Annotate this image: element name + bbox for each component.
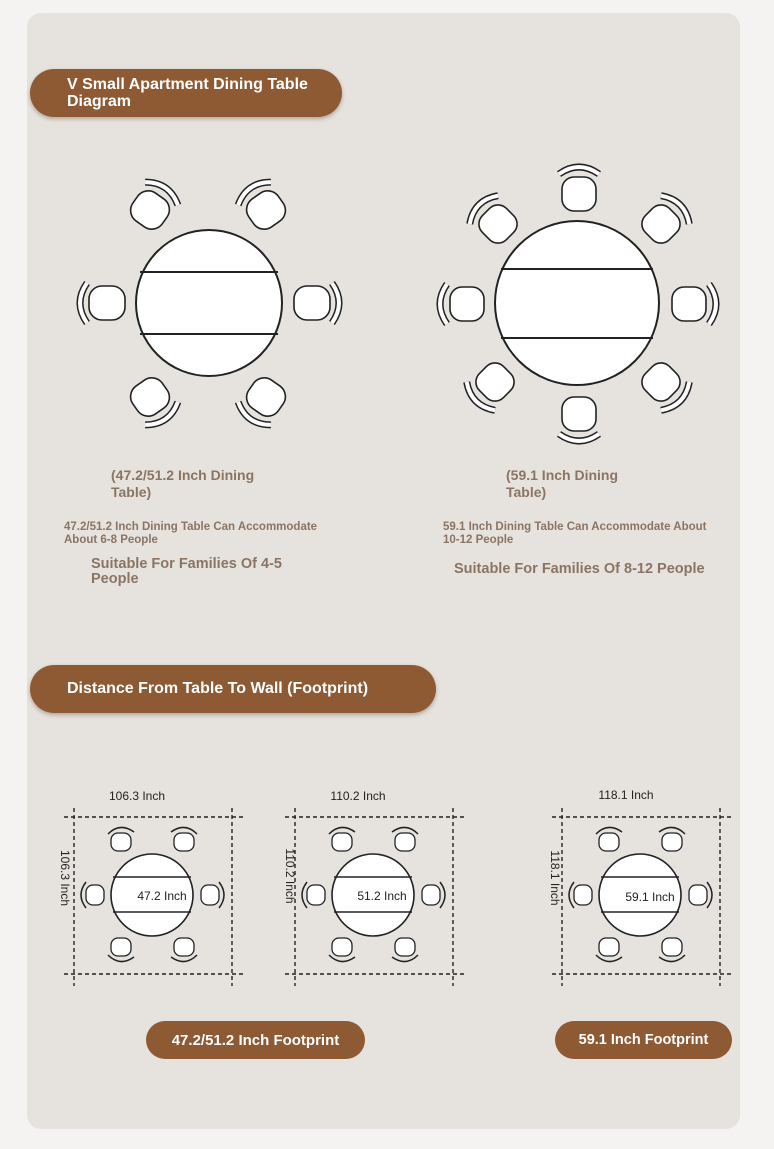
small-table-size-label: (47.2/51.2 Inch Dining Table) [111,467,255,500]
footprint-table-size: 51.2 Inch [357,889,407,903]
chair-icon [596,827,622,851]
chair-icon [392,938,418,962]
footprint-width-label: 106.3 Inch [108,789,166,803]
footprint-depth-label: 106.3 Inch [58,849,72,907]
footprint-table-size: 59.1 Inch [625,890,675,904]
large-table-size-label: (59.1 Inch Dining Table) [506,467,619,500]
small-table-capacity: 47.2/51.2 Inch Dining Table Can Accommodate About 6-8 People [64,521,318,546]
chair-icon [81,882,104,908]
chair-icon [302,882,325,908]
small-table-suitable: Suitable For Families Of 4-5 People [91,556,282,587]
footprint-table-size: 47.2 Inch [137,889,187,903]
chair-icon [422,882,445,908]
chair-icon [659,938,685,962]
footprint-width-label: 118.1 Inch [598,788,654,802]
chair-icon [171,938,197,962]
small-footprint-badge: 47.2/51.2 Inch Footprint [146,1021,365,1059]
section-title-table-diagram: V Small Apartment Dining Table Diagram [67,76,308,110]
footprint-depth-label: 110.2 Inch [283,848,297,904]
chair-icon [108,938,134,962]
large-table-suitable: Suitable For Families Of 8-12 People [454,561,705,577]
large-footprint-badge: 59.1 Inch Footprint [555,1021,732,1059]
large-table-capacity: 59.1 Inch Dining Table Can Accommodate About 10-12 People [443,521,707,546]
chair-icon [108,827,134,851]
chair-icon [689,882,712,908]
chair-icon [201,882,224,908]
chair-icon [392,827,418,851]
chair-icon [569,882,592,908]
footprint-width-label: 110.2 Inch [330,789,386,803]
section-title-footprint: Distance From Table To Wall (Footprint) [67,680,369,697]
chair-icon [329,938,355,962]
chair-icon [596,938,622,962]
chair-icon [659,827,685,851]
chair-icon [329,827,355,851]
chair-icon [171,827,197,851]
footprint-depth-label: 118.1 Inch [548,850,562,906]
